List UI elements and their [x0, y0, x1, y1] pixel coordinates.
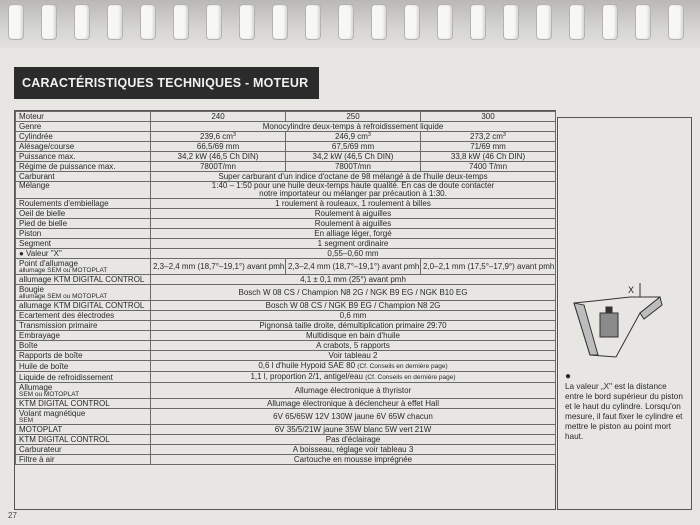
row-value: 0,6 mm [151, 311, 556, 321]
spec-table-frame [14, 110, 556, 510]
row-label: KTM DIGITAL CONTROL [16, 399, 151, 409]
table-row [16, 229, 556, 239]
row-value: 6V 35/5/21W jaune 35W blanc 5W vert 21W [151, 425, 556, 435]
model-header: 240 [151, 112, 286, 122]
page-number: 27 [8, 511, 17, 520]
row-label: Allumage SEM ou MOTOPLAT [16, 383, 151, 399]
row-value: 33,8 kW (46 Ch DIN) [421, 152, 556, 162]
row-value: A crabots, 5 rapports [151, 341, 556, 351]
row-value: 2,3–2,4 mm (18,7°–19,1°) avant pmh [286, 259, 421, 275]
row-value: Bosch W 08 CS / Champion N8 2G / NGK B9 EG / NGK B10 EG [151, 285, 556, 301]
table-row [16, 455, 556, 465]
binding-ring [338, 4, 354, 40]
row-value: 0,6 l d'huile Hypoid SAE 80 (Cf. Conseils en dernière page) [151, 361, 556, 372]
row-value: Pas d'éclairage [151, 435, 556, 445]
table-row [16, 445, 556, 455]
row-label: Pied de bielle [16, 219, 151, 229]
spec-table [15, 111, 556, 465]
row-label: Embrayage [16, 331, 151, 341]
page-title: CARACTÉRISTIQUES TECHNIQUES - MOTEUR [14, 67, 319, 99]
row-value: 67,5/69 mm [286, 142, 421, 152]
row-label: Roulements d'embiellage [16, 199, 151, 209]
binding-ring [272, 4, 288, 40]
table-row [16, 399, 556, 409]
row-value: En alliage léger, forgé [151, 229, 556, 239]
binding-ring [206, 4, 222, 40]
row-label: Bougie allumage SEM ou MOTOPLAT [16, 285, 151, 301]
row-label: Transmission primaire [16, 321, 151, 331]
row-value: 2,0–2,1 mm (17,5°–17,9°) avant pmh [421, 259, 556, 275]
row-value: 34,2 kW (46,5 Ch DIN) [151, 152, 286, 162]
row-value: Monocylindre deux-temps à refroidissement liquide [151, 122, 556, 132]
table-row [16, 435, 556, 445]
diagram-x-label: X [628, 285, 635, 295]
binding-ring [404, 4, 420, 40]
table-row [16, 249, 556, 259]
table-row [16, 152, 556, 162]
table-row [16, 341, 556, 351]
row-value: Roulement à aiguilles [151, 219, 556, 229]
table-row [16, 209, 556, 219]
row-value: 34,2 kW (46,5 Ch DIN) [286, 152, 421, 162]
binding-ring [173, 4, 189, 40]
table-row [16, 182, 556, 199]
model-header: 300 [421, 112, 556, 122]
binding-ring [41, 4, 57, 40]
row-value: 4,1 ± 0,1 mm (25°) avant pmh [151, 275, 556, 285]
row-label: Segment [16, 239, 151, 249]
table-row [16, 122, 556, 132]
row-label: Genre [16, 122, 151, 132]
row-label: Filtre à air [16, 455, 151, 465]
row-value: Multidisque en bain d'huile [151, 331, 556, 341]
binding-ring [503, 4, 519, 40]
row-label: MOTOPLAT [16, 425, 151, 435]
table-row [16, 383, 556, 399]
table-row [16, 239, 556, 249]
binding-ring [8, 4, 24, 40]
binding-ring [107, 4, 123, 40]
row-label: allumage KTM DIGITAL CONTROL [16, 301, 151, 311]
table-row [16, 331, 556, 341]
piston-diagram [570, 283, 665, 363]
spiral-binding [0, 0, 700, 48]
side-note-text: La valeur „X" est la distance entre le bord supérieur du piston et le haut du cylindre. Lorsqu'on mesure, il faut fixer le cylindre et mettre le piston au point mort haut. [565, 382, 683, 441]
row-value: 2,3–2,4 mm (18,7°–19,1°) avant pmh [151, 259, 286, 275]
table-row [16, 219, 556, 229]
binding-ring [140, 4, 156, 40]
model-header: 250 [286, 112, 421, 122]
binding-ring [470, 4, 486, 40]
table-row [16, 311, 556, 321]
row-value: 1 roulement à rouleaux, 1 roulement à billes [151, 199, 556, 209]
row-label: Puissance max. [16, 152, 151, 162]
row-value: Allumage électronique à déclencheur à effet Hall [151, 399, 556, 409]
table-row [16, 321, 556, 331]
binding-ring [74, 4, 90, 40]
row-label: Carburant [16, 172, 151, 182]
row-label: Boîte [16, 341, 151, 351]
row-value: 1,1 l, proportion 2/1, antigel/eau (Cf. Conseils en dernière page) [151, 372, 556, 383]
row-value: 246,9 $cm^3$ [286, 132, 421, 142]
row-label: Volant magnétique SEM [16, 409, 151, 425]
row-label: Moteur [16, 112, 151, 122]
row-label: Oeil de bielle [16, 209, 151, 219]
binding-ring [536, 4, 552, 40]
binding-ring [371, 4, 387, 40]
row-value: 6V 65/65W 12V 130W jaune 6V 65W chacun [151, 409, 556, 425]
table-row [16, 361, 556, 372]
row-label: ● Valeur "X" [16, 249, 151, 259]
row-value: 7400 T/mn [421, 162, 556, 172]
binding-ring [602, 4, 618, 40]
row-value: Voir tableau 2 [151, 351, 556, 361]
row-value: 7800T/mn [286, 162, 421, 172]
table-row [16, 142, 556, 152]
row-label: Piston [16, 229, 151, 239]
row-label: Huile de boîte [16, 361, 151, 372]
table-row [16, 199, 556, 209]
table-row [16, 351, 556, 361]
row-label: allumage KTM DIGITAL CONTROL [16, 275, 151, 285]
row-value: Allumage électronique à thyristor [151, 383, 556, 399]
row-label: Liquide de refroidissement [16, 372, 151, 383]
row-value: 1 segment ordinaire [151, 239, 556, 249]
table-row [16, 259, 556, 275]
binding-ring [668, 4, 684, 40]
row-value: Pignonsà taille droite, démultiplication primaire 29:70 [151, 321, 556, 331]
table-row [16, 409, 556, 425]
row-value: Bosch W 08 CS / NGK B9 EG / Champion N8 2G [151, 301, 556, 311]
row-value: 7800T/mn [151, 162, 286, 172]
table-row [16, 112, 556, 122]
binding-ring [239, 4, 255, 40]
binding-ring [635, 4, 651, 40]
cylinder-drawing [574, 283, 662, 357]
table-row [16, 275, 556, 285]
table-row [16, 132, 556, 142]
row-label: KTM DIGITAL CONTROL [16, 435, 151, 445]
row-value: 71/69 mm [421, 142, 556, 152]
row-value: 66,5/69 mm [151, 142, 286, 152]
table-row [16, 172, 556, 182]
bullet: ● [565, 371, 572, 382]
row-label: Régime de puissance max. [16, 162, 151, 172]
table-row [16, 372, 556, 383]
binding-ring [437, 4, 453, 40]
row-value: 0,55–0,60 mm [151, 249, 556, 259]
binding-ring [305, 4, 321, 40]
row-label: Mélange [16, 182, 151, 199]
row-label: Point d'allumage allumage SEM ou MOTOPLAT [16, 259, 151, 275]
row-value: 239,6 $cm^3$ [151, 132, 286, 142]
row-value: Roulement à aiguilles [151, 209, 556, 219]
row-value: 273,2 $cm^3$ [421, 132, 556, 142]
row-label: Cylindrée [16, 132, 151, 142]
row-value: A boisseau, réglage voir tableau 3 [151, 445, 556, 455]
table-row [16, 285, 556, 301]
binding-ring [569, 4, 585, 40]
row-value: 1:40 – 1:50 pour une huile deux-temps haute qualité. En cas de doute contacter notre importateur ou mélanger par précaution à 1:30. [151, 182, 556, 199]
row-label: Ecartement des électrodes [16, 311, 151, 321]
row-value: Cartouche en mousse imprégnée [151, 455, 556, 465]
table-row [16, 162, 556, 172]
side-note [565, 372, 687, 442]
table-row [16, 301, 556, 311]
table-row [16, 425, 556, 435]
row-label: Rapports de boîte [16, 351, 151, 361]
row-label: Carburateur [16, 445, 151, 455]
row-label: Alésage/course [16, 142, 151, 152]
row-value: Super carburant d'un indice d'octane de 98 mélangé à de l'huile deux-temps [151, 172, 556, 182]
